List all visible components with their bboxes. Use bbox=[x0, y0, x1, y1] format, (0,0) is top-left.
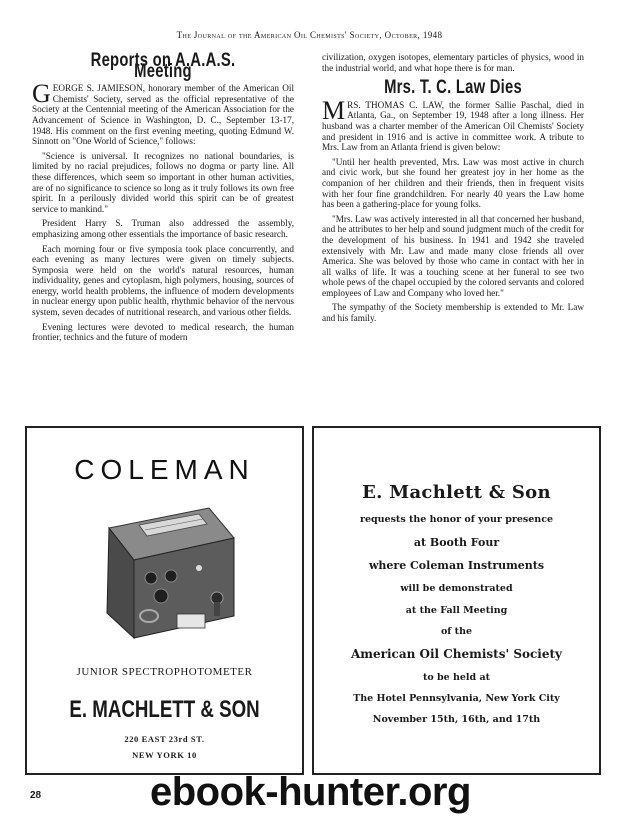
law-p1-text: RS. THOMAS C. LAW, the former Sallie Paschal, died in Atlanta, Ga., on September 19, 1948 after a long illness. Her husband was a charter member of the American Oil Chemists' Society and president in 1916 and is active in committee work. A tribute to Mrs. Law from an Atlanta friend is given below: bbox=[322, 99, 584, 153]
aaas-paragraph-1 bbox=[32, 79, 294, 147]
law-dropcap: M bbox=[322, 95, 346, 125]
invitation-line-6: of the bbox=[440, 626, 473, 637]
advertiser-address-city: NEW YORK 10 bbox=[132, 750, 197, 760]
law-paragraph-1 bbox=[322, 95, 584, 153]
aaas-paragraph-2: "Science is universal. It recognizes no national boundaries, is limited by no racial prejudices, follows no dogma or party line. All these differences, which seem so important in other human activities, are of no significance to science so long as it truly follows its own free spirit. In a perilously divided world this spirit can be of greatest service to mankind." bbox=[32, 150, 294, 214]
left-column bbox=[32, 52, 294, 347]
invitation-line-1: requests the honor of your presence bbox=[359, 514, 554, 525]
coleman-brand: COLEMAN bbox=[74, 454, 255, 485]
right-column bbox=[322, 52, 584, 328]
invitation-line-3: where Coleman Instruments bbox=[368, 559, 545, 572]
invitation-title: E. Machlett & Son bbox=[362, 482, 551, 503]
coleman-advertisement bbox=[25, 426, 304, 775]
aaas-article-title: Reports on A.A.A.S. Meeting bbox=[90, 50, 236, 82]
product-caption: JUNIOR SPECTROPHOTOMETER bbox=[76, 666, 253, 678]
law-paragraph-2: "Until her health prevented, Mrs. Law was most active in church and civic work, but she found her greatest joy in her home as the companion of her children and their friends, then in frequent visits with her four fine grandchildren. For nearly 40 years the Law home has been a gathering-place for young folks. bbox=[322, 156, 584, 210]
advertiser-address-street: 220 EAST 23rd ST. bbox=[124, 734, 205, 744]
law-paragraph-3: "Mrs. Law was actively interested in all that concerned her husband, and he attributes to her help and sound judgment much of the credit for the development of his business. In 1941 and 1942 she traveled extensively with Mr. Law and made many close friends all over America. She was beloved by those who came in contact with her in all walks of life. It was a touching scene at her funeral to see two whole pews of the chapel occupied by the colored servants and colored employees of Law and Company who loved her." bbox=[322, 213, 584, 298]
aaas-paragraph-3: President Harry S. Truman also addressed the assembly, emphasizing among other essentials the importance of basic research. bbox=[32, 218, 294, 239]
invitation-line-7: American Oil Chemists' Society bbox=[350, 647, 562, 661]
aaas-p1-text: EORGE S. JAMIESON, honorary member of the American Oil Chemists' Society, served as the official representative of the Society at the Centennial meeting of the American Association for the Advancement of Science in Washington, D. C., September 13-17, 1948. His comment on the first evening meeting, quoting Edmund W. Sinnott on "One World of Science," follows: bbox=[32, 83, 294, 147]
invitation-line-8: to be held at bbox=[422, 672, 491, 683]
advertiser-name: E. MACHLETT & SON bbox=[69, 696, 260, 723]
law-paragraph-4: The sympathy of the Society membership is extended to Mr. Law and his family. bbox=[322, 302, 584, 324]
invitation-line-5: at the Fall Meeting bbox=[405, 605, 508, 616]
invitation-line-9: The Hotel Pennsylvania, New York City bbox=[353, 693, 560, 704]
invitation-line-2: at Booth Four bbox=[413, 536, 500, 549]
aaas-continued-text: civilization, oxygen isotopes, elementary particles of physics, wood in the industrial world, and what hope there is for man. bbox=[322, 52, 584, 73]
journal-header: The Journal of the American Oil Chemists' Society, October, 1948 bbox=[176, 30, 443, 40]
page-number: 28 bbox=[30, 790, 42, 801]
law-article-title: Mrs. T. C. Law Dies bbox=[384, 77, 522, 99]
spectrophotometer-image bbox=[89, 498, 239, 648]
aaas-dropcap: G bbox=[32, 79, 51, 109]
watermark-text: ebook-hunter.org bbox=[150, 770, 471, 814]
invitation-line-4: will be demonstrated bbox=[400, 583, 513, 594]
invitation-advertisement bbox=[312, 426, 601, 775]
aaas-paragraph-5: Evening lectures were devoted to medical research, the human frontier, technics and the future of modern bbox=[32, 321, 294, 343]
aaas-paragraph-4: Each morning four or five symposia took place concurrently, and each evening as many lectures were given on timely subjects. Symposia were held on the world's natural resources, human individuality, genes and cytoplasm, high polymers, housing, sources of energy, world health problems, the influence of modern developments in nuclear energy upon public health, rhythmic behavior of the nervous system, seven decades of nutritional research, and various other fields. bbox=[32, 243, 294, 318]
invitation-line-10: November 15th, 16th, and 17th bbox=[372, 714, 541, 725]
